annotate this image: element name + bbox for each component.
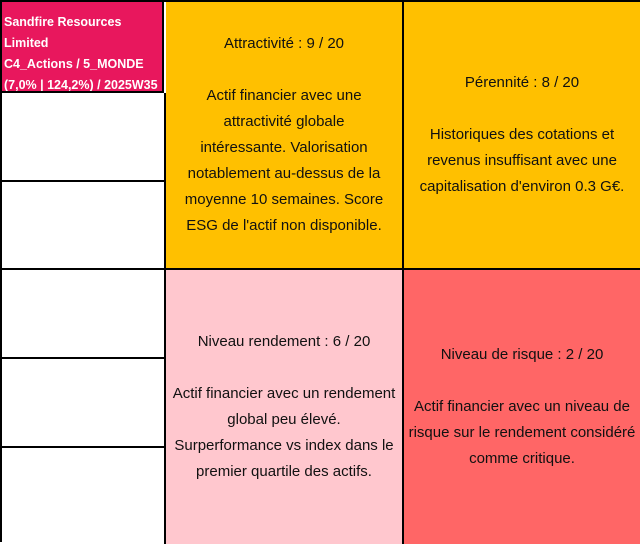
risque-card: [404, 270, 640, 544]
rendement-heading: Niveau rendement : 6 / 20: [197, 333, 371, 350]
risque-text: Actif financier avec un niveau de risque sur le rendement considéré comme critique.: [408, 398, 636, 467]
empty-cell: [2, 182, 166, 270]
asset-title-cell: [2, 2, 164, 93]
rendement-text: Actif financier avec un rendement global peu élevé. Surperformance vs index dans le premier quartile des actifs.: [172, 385, 396, 480]
asset-name: Sandfire Resources Limited: [4, 15, 122, 50]
perennite-heading: Pérennité : 8 / 20: [464, 74, 580, 91]
empty-cell: [2, 448, 166, 544]
attractivite-heading: Attractivité : 9 / 20: [223, 35, 345, 52]
empty-cell: [2, 270, 166, 359]
asset-period: (7,0% | 124,2%) / 2025W35: [4, 78, 158, 92]
empty-cell: [2, 359, 166, 448]
attractivite-card: [166, 2, 404, 270]
perennite-text: Historiques des cotations et revenus insuffisant avec une capitalisation d'environ 0.3 G€.: [419, 126, 625, 195]
attractivite-text: Actif financier avec une attractivité globale intéressante. Valorisation notablement au-dessus de la moyenne 10 semaines. Score ESG de l'actif non disponible.: [184, 87, 384, 234]
perennite-card: [404, 2, 640, 270]
rendement-card: [166, 270, 404, 544]
empty-cell: [2, 93, 166, 182]
risque-heading: Niveau de risque : 2 / 20: [440, 346, 604, 363]
asset-category: C4_Actions / 5_MONDE: [4, 57, 144, 71]
